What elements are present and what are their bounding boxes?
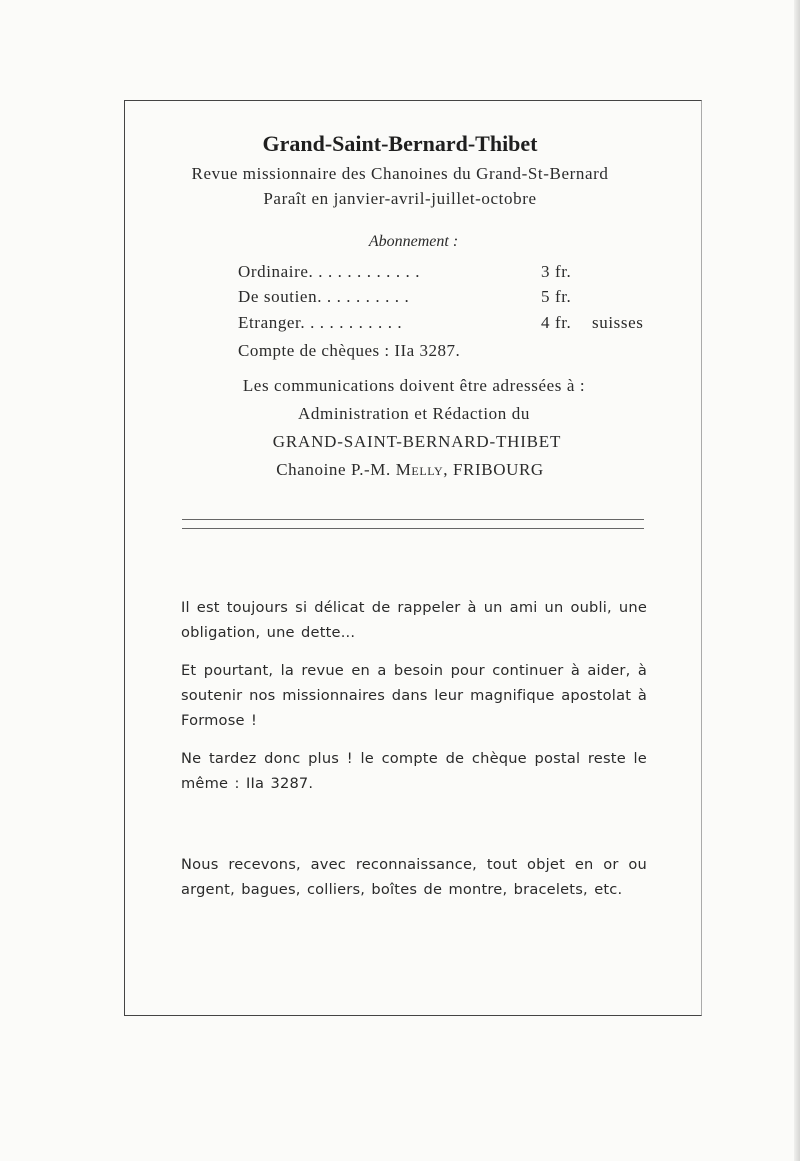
journal-title: Grand-Saint-Bernard-Thibet <box>262 131 538 156</box>
rate-label: Ordinaire. . . . . . . . . . . . <box>238 262 421 281</box>
subscription-heading: Abonnement : <box>368 233 459 250</box>
journal-subtitle: Revue missionnaire des Chanoines du Grand-St-Bernard <box>191 164 609 183</box>
rate-row-soutien <box>238 287 658 309</box>
paragraph-reminder: Il est toujours si délicat de rappeler à un ami un oubli, une obligation, une dette... <box>181 599 647 641</box>
contact-department: Administration et Rédaction du <box>298 404 530 423</box>
divider-top <box>182 519 644 520</box>
rate-row-ordinaire <box>238 262 658 284</box>
paragraph-support: Et pourtant, la revue en a besoin pour continuer à aider, à soutenir nos missionnaires dans leur magnifique apostolat à Formose ! <box>181 662 647 729</box>
contact-surname: Melly <box>395 460 444 479</box>
cheque-account: Compte de chèques : IIa 3287. <box>238 341 461 360</box>
rate-price: 3 fr. <box>541 262 572 281</box>
rate-price: 5 fr. <box>541 287 572 306</box>
publication-schedule: Paraît en janvier-avril-juillet-octobre <box>263 189 537 208</box>
contact-publication: GRAND-SAINT-BERNARD-THIBET <box>272 432 562 451</box>
contact-person: Chanoine P.-M. Melly, FRIBOURG <box>276 460 544 479</box>
rate-label: Etranger. . . . . . . . . . . <box>238 313 403 332</box>
rate-currency-note: suisses <box>592 313 644 332</box>
divider-bottom <box>182 528 644 529</box>
rate-label: De soutien. . . . . . . . . . <box>238 287 410 306</box>
rate-price: 4 fr. <box>541 313 572 332</box>
paragraph-donations: Nous recevons, avec reconnaissance, tout objet en or ou argent, bagues, colliers, boîtes de montre, bracelets, etc. <box>181 856 647 898</box>
rate-row-etranger <box>238 313 658 335</box>
contact-intro: Les communications doivent être adressées à : <box>242 376 586 395</box>
paragraph-cheque: Ne tardez donc plus ! le compte de chèque postal reste le même : IIa 3287. <box>181 750 647 792</box>
